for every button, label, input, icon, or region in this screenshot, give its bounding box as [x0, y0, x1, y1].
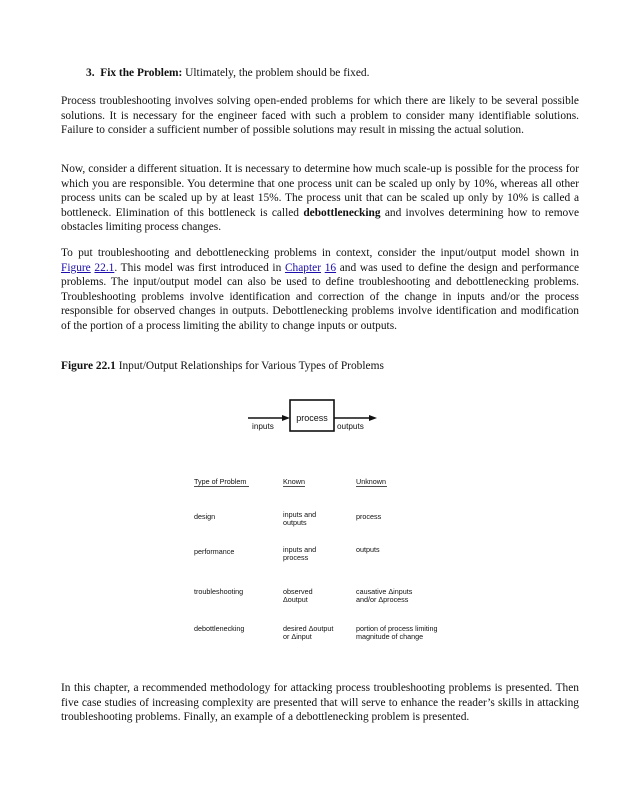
row-design-known-2: outputs: [283, 518, 307, 527]
output-arrow-head: [369, 415, 377, 421]
row-troubleshooting-unknown-2: and/or Δprocess: [356, 595, 409, 604]
row-debottlenecking-known-2: or Δinput: [283, 632, 312, 641]
figure-link-number[interactable]: 22.1: [94, 261, 115, 274]
row-debottlenecking-unknown-2: magnitude of change: [356, 632, 424, 641]
step-text: Ultimately, the problem should be fixed.: [182, 67, 370, 79]
figure-caption-text: Input/Output Relationships for Various Types of Problems: [115, 360, 384, 372]
step-title: Fix the Problem:: [100, 67, 183, 79]
row-design-type: design: [194, 512, 216, 521]
row-performance-type: performance: [194, 547, 235, 556]
para3-text-a: To put troubleshooting and debottlenecking problems in context, consider the input/output model shown in: [61, 247, 579, 259]
term-debottlenecking: debottlenecking: [303, 206, 381, 219]
row-debottlenecking-known-1: desired Δoutput: [283, 624, 334, 633]
row-debottlenecking-type: debottlenecking: [194, 624, 245, 633]
header-type: Type of Problem: [194, 477, 247, 486]
chapter-link-number[interactable]: 16: [324, 261, 337, 274]
header-known: Known: [283, 477, 305, 486]
paragraph-chapter-overview: In this chapter, a recommended methodology for attacking process troubleshooting problems is presented. Then five case studies of increasing complexity are presented that will serve to enhance the reader’s skills in attacking troubleshooting problems. Finally, an example of a debottlenecking problem is presented.: [61, 682, 579, 724]
row-troubleshooting-known-1: observed: [283, 587, 313, 596]
para3-text-c: and was used to define the design and performance problems. The input/output model can also be used to define troubleshooting and debottlenecking problems. Troubleshooting problems involve identification and correction of the change in inputs and/or the process responsible for observed changes in outputs. Debottlenecking problems involve identification and modification of the portion of a process limiting the ability to change inputs or outputs.: [61, 261, 579, 332]
row-design-unknown-1: process: [356, 512, 382, 521]
row-troubleshooting-known-2: Δoutput: [283, 595, 308, 604]
row-performance-unknown-1: outputs: [356, 545, 380, 554]
para3-text-b: . This model was first introduced in: [114, 261, 285, 274]
para2-text-a: Now, consider a different situation. It is necessary to determine how much scale-up is possible for the process for which you are responsible. You determine that one process unit can be scaled up only by 10%, whereas all other process units can be scaled up by at least 15%. The process unit that can be scaled up only by 10% is called a bottleneck. Elimination of this bottleneck is called: [61, 163, 579, 219]
process-label: process: [296, 413, 328, 423]
header-unknown: Unknown: [356, 477, 386, 486]
row-performance-known-1: inputs and: [283, 545, 317, 554]
row-design-known-1: inputs and: [283, 510, 317, 519]
row-performance-known-2: process: [283, 553, 309, 562]
row-troubleshooting-type: troubleshooting: [194, 587, 244, 596]
figure-label: Figure 22.1: [61, 360, 116, 372]
paragraph-troubleshooting: Process troubleshooting involves solving open-ended problems for which there are likely to be several possible solutions. It is necessary for the engineer faced with such a problem to consider many identifiable solutions. Failure to consider a sufficient number of possible solutions may result in missing the actual solution.: [61, 95, 579, 137]
row-troubleshooting-unknown-1: causative Δinputs: [356, 587, 413, 596]
inputs-label: inputs: [252, 422, 274, 431]
step-number: 3.: [86, 67, 95, 79]
outputs-label: outputs: [337, 422, 364, 431]
input-arrow-head: [282, 415, 290, 421]
figure-link-word[interactable]: Figure: [61, 261, 91, 274]
para2-text-b: and involves determining how to remove obstacles limiting process changes.: [61, 206, 580, 234]
row-debottlenecking-unknown-1: portion of process limiting: [356, 624, 438, 633]
chapter-link-word[interactable]: Chapter: [284, 261, 322, 274]
